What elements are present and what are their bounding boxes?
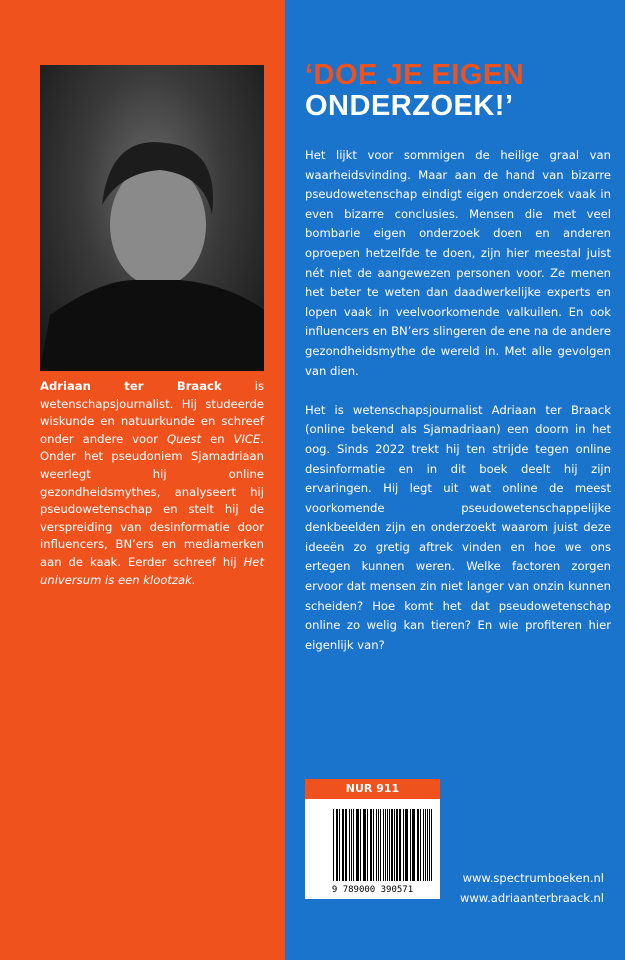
barcode-bar — [346, 809, 347, 881]
barcode-bar — [429, 809, 430, 881]
barcode-bar — [363, 809, 364, 881]
barcode-bar — [399, 809, 400, 881]
barcode-bar — [410, 809, 411, 881]
barcode-bar — [360, 809, 361, 881]
barcode-bar — [400, 809, 401, 881]
bio-text: is wetenschapsjournalist. Hij studeerde wiskunde en natuurkunde en schreef onder andere voor — [40, 379, 264, 446]
barcode-bar — [337, 809, 338, 881]
barcode-bar — [378, 809, 379, 881]
barcode-bar — [387, 809, 388, 881]
barcode-bar — [336, 809, 337, 881]
barcode-bar — [380, 809, 381, 881]
isbn-number: 9 789000 390571 — [331, 885, 414, 895]
barcode-bar — [367, 809, 368, 881]
bio-vice: VICE — [233, 431, 261, 446]
url-publisher[interactable]: www.spectrumboeken.nl — [462, 871, 604, 885]
barcode-bar — [342, 809, 344, 881]
barcode-bar — [427, 809, 428, 881]
barcode-bar — [418, 809, 419, 881]
barcode-bar — [431, 809, 432, 881]
barcode-bar — [364, 809, 365, 881]
blurb-paragraph: Het lijkt voor sommigen de heilige graal van waarheidsvinding. Maar aan de hand van bizarre pseudowetenschap eindigt eigen onderzoek vaak in even bizarre conclusies. Mensen die met veel bombarie eigen onderzoek doen en anderen oproepen hetzelfde te doen, zijn hier meestal juist nét niet de aangewezen personen voor. Ze menen het beter te weten dan daadwerkelijke experts en lopen vaak in veelvoorkomende valkuilen. En ook influencers en BN’ers slingeren de ene na de andere gezondheidsmythe de wereld in. Met alle gevolgen van dien. — [305, 148, 611, 378]
title-line-2: ONDERZOEK!’ — [305, 90, 514, 122]
bio-text: en — [201, 431, 234, 446]
url-author[interactable]: www.adriaanterbraack.nl — [459, 891, 604, 905]
barcode-bar — [345, 809, 346, 881]
barcode-bar — [403, 809, 404, 881]
barcode-bar — [425, 809, 426, 881]
blurb-paragraph: Het is wetenschapsjournalist Adriaan ter Braack (online bekend als Sjamadriaan) een doorn in het oog. Sinds 2022 trekt hij ten strijde tegen online desinformatie en in dit boek deelt hij zijn ervaringen. Hij legt uit wat online de meest voorkomende pseudowetenschappelijke denkbeelden zijn en onderzoekt waarom juist deze ideeën zo gretig aftrek vinden en hoe we ons ertegen kunnen weren. Welke factoren zorgen ervoor dat mensen zin niet langer van onzin kunnen scheiden? Hoe komt het dat pseudowetenschap online zo welig kan tieren? En wie profiteren hier eigenlijk van? — [305, 402, 611, 652]
barcode-bar — [370, 809, 371, 881]
nur-label: NUR 911 — [305, 779, 440, 799]
barcode-bar — [417, 809, 418, 881]
barcode-bar — [371, 809, 372, 881]
barcode-bar — [420, 809, 421, 881]
author-bio — [40, 378, 264, 589]
barcode-bar — [356, 809, 357, 881]
bio-quest: Quest — [166, 431, 202, 446]
barcode-bar — [339, 809, 340, 881]
author-name: Adriaan ter Braack — [40, 379, 222, 393]
barcode-bar — [423, 809, 424, 881]
barcode-bar — [413, 809, 414, 881]
barcode-bar — [394, 809, 395, 881]
author-photo — [40, 65, 264, 371]
barcode-bar — [357, 809, 359, 881]
barcode-bar — [353, 809, 354, 881]
barcode-bar — [351, 809, 352, 881]
barcode-bar — [385, 809, 386, 881]
barcode-bar — [396, 809, 397, 881]
barcode-bar — [383, 809, 384, 881]
barcode-bar — [405, 809, 406, 881]
blurb — [305, 146, 611, 675]
barcode — [333, 809, 433, 881]
barcode-bar — [391, 809, 393, 881]
barcode-bar — [412, 809, 413, 881]
barcode-bar — [406, 809, 408, 881]
barcode-bar — [349, 809, 350, 881]
book-title — [305, 60, 524, 122]
barcode-bar — [389, 809, 390, 881]
barcode-bar — [376, 809, 378, 881]
title-line-1: ‘DOE JE EIGEN — [305, 59, 525, 91]
barcode-box — [305, 779, 440, 899]
bio-text: . Onder het pseudoniem Sjamadriaan weerlegt hij online gezondheidsmythes, analyseert hij pseudowetenschap en stelt hij de verspreiding van desinformatie door influencers, BN’ers en mediamerken aan de kaak. Eerder schreef hij — [40, 431, 264, 569]
barcode-bar — [373, 809, 374, 881]
bio-book: Het universum is een klootzak. — [40, 554, 264, 587]
barcode-bar — [333, 809, 334, 881]
